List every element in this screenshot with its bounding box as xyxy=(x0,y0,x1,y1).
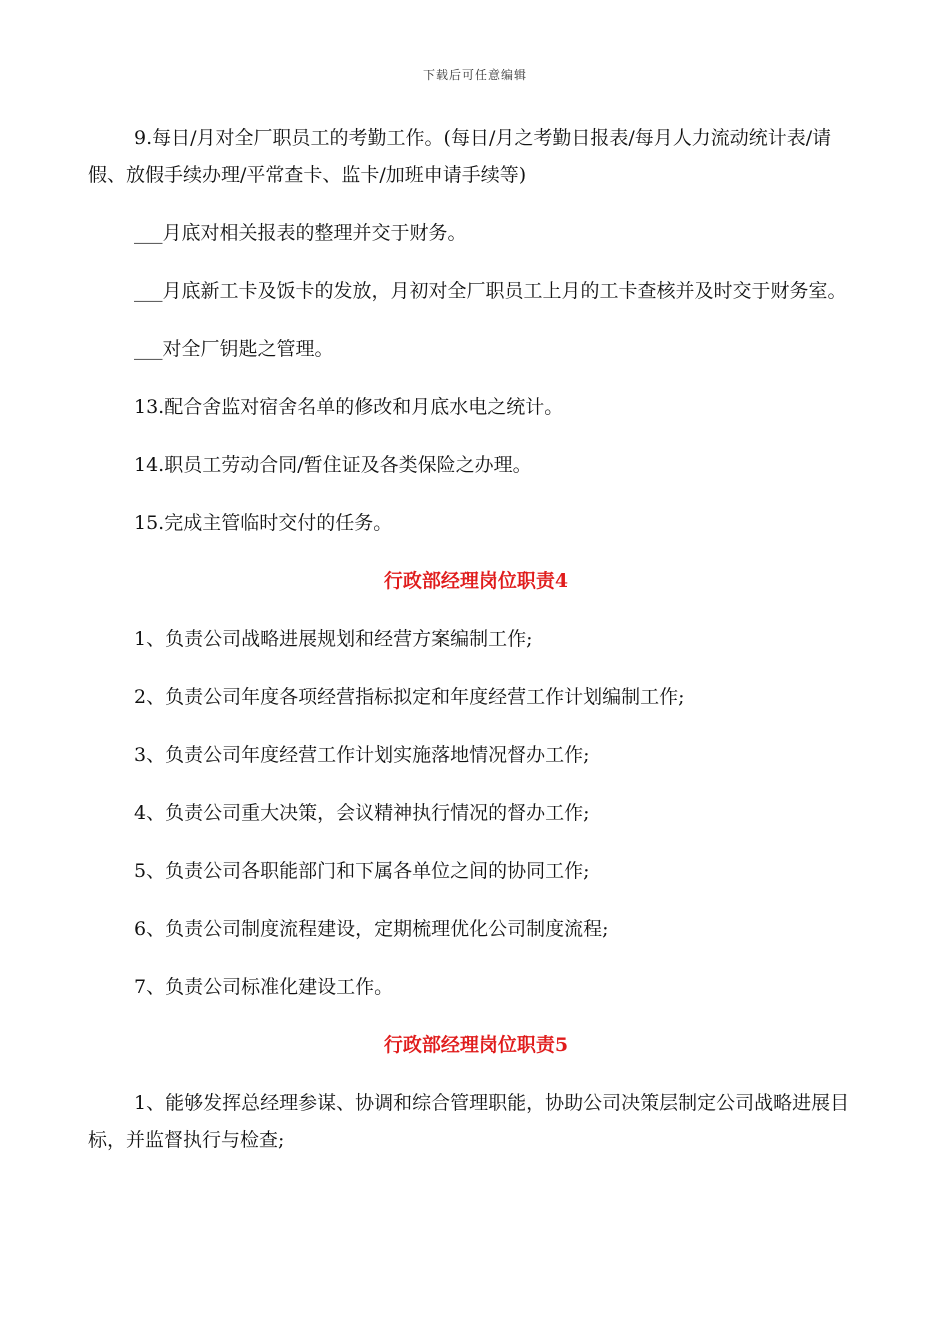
paragraph-item-15: 15.完成主管临时交付的任务。 xyxy=(134,512,393,534)
duty-item-4-4: 4、负责公司重大决策，会议精神执行情况的督办工作; xyxy=(134,802,590,824)
paragraph-item-13: 13.配合舍监对宿舍名单的修改和月底水电之统计。 xyxy=(134,396,564,418)
document-body xyxy=(88,120,864,1180)
duty-item-4-7: 7、负责公司标准化建设工作。 xyxy=(134,976,394,998)
section-heading-5: 行政部经理岗位职责5 xyxy=(383,1034,569,1056)
paragraph-item-11: ___月底新工卡及饭卡的发放，月初对全厂职员工上月的工卡查核并及时交于财务室。 xyxy=(134,280,847,302)
duty-item-4-5: 5、负责公司各职能部门和下属各单位之间的协同工作; xyxy=(134,860,590,882)
page-header: 下载后可任意编辑 xyxy=(422,68,527,82)
duty-item-4-3: 3、负责公司年度经营工作计划实施落地情况督办工作; xyxy=(134,744,590,766)
duty-item-4-1: 1、负责公司战略进展规划和经营方案编制工作; xyxy=(134,628,533,650)
duty-item-5-1: 1、能够发挥总经理参谋、协调和综合管理职能，协助公司决策层制定公司战略进展目标，并监督执行与检查; xyxy=(88,1092,850,1151)
paragraph-item-10: ___月底对相关报表的整理并交于财务。 xyxy=(134,222,467,244)
paragraph-item-12: ___对全厂钥匙之管理。 xyxy=(134,338,334,360)
paragraph-item-14: 14.职员工劳动合同/暂住证及各类保险之办理。 xyxy=(134,454,532,476)
duty-item-4-6: 6、负责公司制度流程建设，定期梳理优化公司制度流程; xyxy=(134,918,609,940)
section-heading-4: 行政部经理岗位职责4 xyxy=(383,570,569,592)
duty-item-4-2: 2、负责公司年度各项经营指标拟定和年度经营工作计划编制工作; xyxy=(134,686,685,708)
paragraph-item-9: 9.每日/月对全厂职员工的考勤工作。(每日/月之考勤日报表/每月人力流动统计表/请假、放假手续办理/平常查卡、监卡/加班申请手续等) xyxy=(88,127,832,186)
